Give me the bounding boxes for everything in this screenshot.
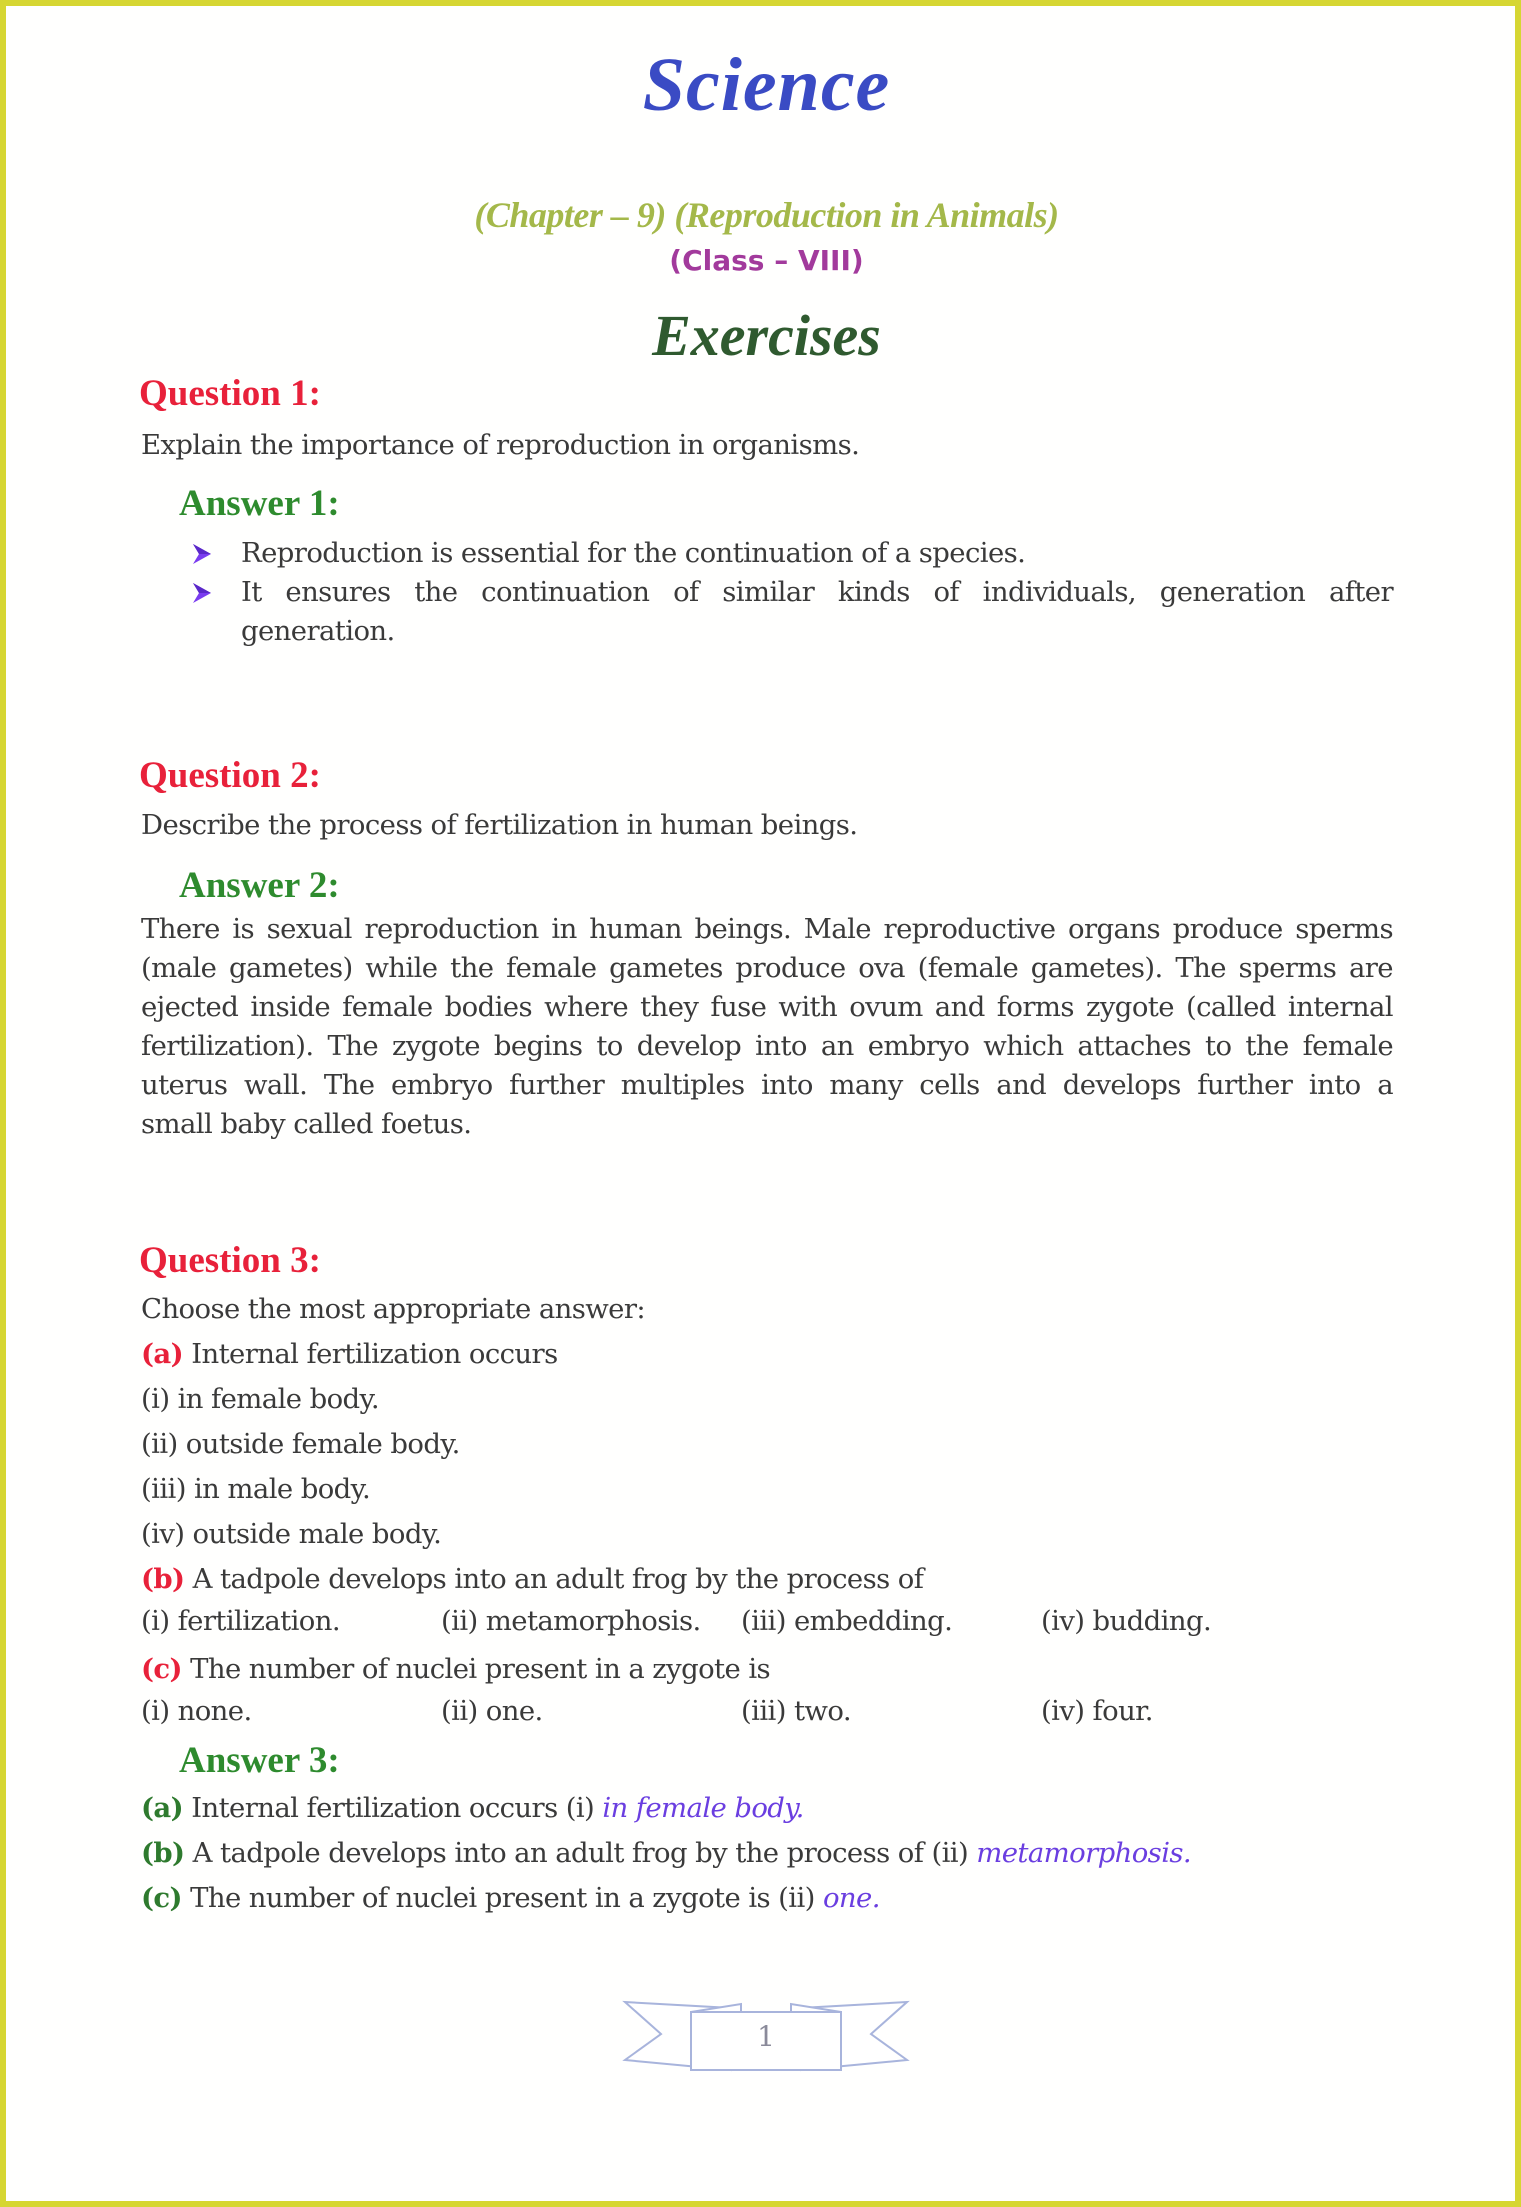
part-b-label: (b) [141, 1563, 185, 1595]
part-b-option-1: (i) fertilization. [141, 1605, 340, 1637]
class-label: (Class – VIII) [669, 244, 864, 277]
bullet-text-continued: generation. [241, 615, 395, 647]
answer-1-bullet-2 [191, 573, 1393, 651]
question-1-text: Explain the importance of reproduction in organisms. [141, 429, 860, 461]
part-c-label: (c) [141, 1653, 182, 1685]
part-c-option-4: (iv) four. [1041, 1695, 1153, 1727]
part-b-options [141, 1605, 1393, 1645]
answer-2-line: small baby called foetus. [141, 1108, 472, 1140]
page-number-badge [621, 1994, 911, 2084]
question-2-text: Describe the process of fertilization in human beings. [141, 809, 858, 841]
answer-3-heading: Answer 3: [179, 1740, 340, 1781]
page-number: 1 [757, 2020, 775, 2053]
answer-3-a-text: Internal fertilization occurs (i) [191, 1792, 603, 1824]
arrow-bullet-icon [191, 542, 213, 566]
answer-3-c [141, 1879, 1393, 1918]
answer-3-a-highlight: in female body. [602, 1792, 804, 1824]
answer-2-heading: Answer 2: [179, 865, 340, 906]
chapter-title: (Chapter – 9) (Reproduction in Animals) [474, 195, 1059, 235]
part-c-text: The number of nuclei present in a zygote is [190, 1653, 771, 1685]
answer-1-heading: Answer 1: [179, 483, 340, 524]
part-b-text: A tadpole develops into an adult frog by the process of [192, 1563, 924, 1595]
answer-2-line: fertilization). The zygote begins to develop into an embryo which attaches to the female [141, 1030, 1393, 1062]
subject-title: Science [642, 43, 891, 127]
part-c-stem [141, 1650, 1393, 1689]
answer-3-a-label: (a) [141, 1792, 184, 1824]
answer-3-b-text: A tadpole develops into an adult frog by the process of (ii) [192, 1837, 977, 1869]
answer-2-line: There is sexual reproduction in human beings. Male reproductive organs produce sperms [141, 913, 1393, 945]
part-c-options [141, 1695, 1393, 1735]
answer-2-line: ejected inside female bodies where they fuse with ovum and forms zygote (called internal [141, 991, 1393, 1023]
part-a-option-4: (iv) outside male body. [141, 1518, 442, 1550]
answer-3-c-label: (c) [141, 1882, 182, 1914]
part-c-option-1: (i) none. [141, 1695, 252, 1727]
part-a-option-3: (iii) in male body. [141, 1473, 371, 1505]
part-b-option-3: (iii) embedding. [741, 1605, 953, 1637]
question-1-heading: Question 1: [139, 373, 321, 414]
question-2-heading: Question 2: [139, 755, 321, 796]
answer-2-line: (male gametes) while the female gametes produce ova (female gametes). The sperms are [141, 952, 1393, 984]
part-a-option-2: (ii) outside female body. [141, 1428, 460, 1460]
arrow-bullet-icon [191, 581, 213, 605]
part-c-option-2: (ii) one. [441, 1695, 543, 1727]
answer-3-a [141, 1789, 1393, 1828]
section-title: Exercises [652, 303, 881, 368]
answer-1-bullet-1 [191, 534, 1393, 573]
answer-3-c-highlight: one. [822, 1882, 880, 1914]
part-a-stem [141, 1335, 1393, 1374]
answer-2-paragraph [141, 910, 1393, 1144]
answer-2-line: uterus wall. The embryo further multiples into many cells and develops further into a [141, 1069, 1393, 1101]
part-a-option-1: (i) in female body. [141, 1383, 379, 1415]
part-a-text: Internal fertilization occurs [191, 1338, 558, 1370]
answer-3-c-text: The number of nuclei present in a zygote is (ii) [190, 1882, 823, 1914]
part-b-option-2: (ii) metamorphosis. [441, 1605, 701, 1637]
part-b-stem [141, 1560, 1393, 1599]
bullet-text: It ensures the continuation of similar kinds of individuals, generation after [241, 576, 1393, 608]
question-3-heading: Question 3: [139, 1240, 321, 1281]
part-c-option-3: (iii) two. [741, 1695, 851, 1727]
answer-3-b [141, 1834, 1393, 1873]
answer-3-b-highlight: metamorphosis. [976, 1837, 1192, 1869]
answer-3-b-label: (b) [141, 1837, 185, 1869]
bullet-text: Reproduction is essential for the continuation of a species. [241, 537, 1026, 569]
question-3-text: Choose the most appropriate answer: [141, 1293, 646, 1325]
part-b-option-4: (iv) budding. [1041, 1605, 1212, 1637]
part-a-label: (a) [141, 1338, 184, 1370]
